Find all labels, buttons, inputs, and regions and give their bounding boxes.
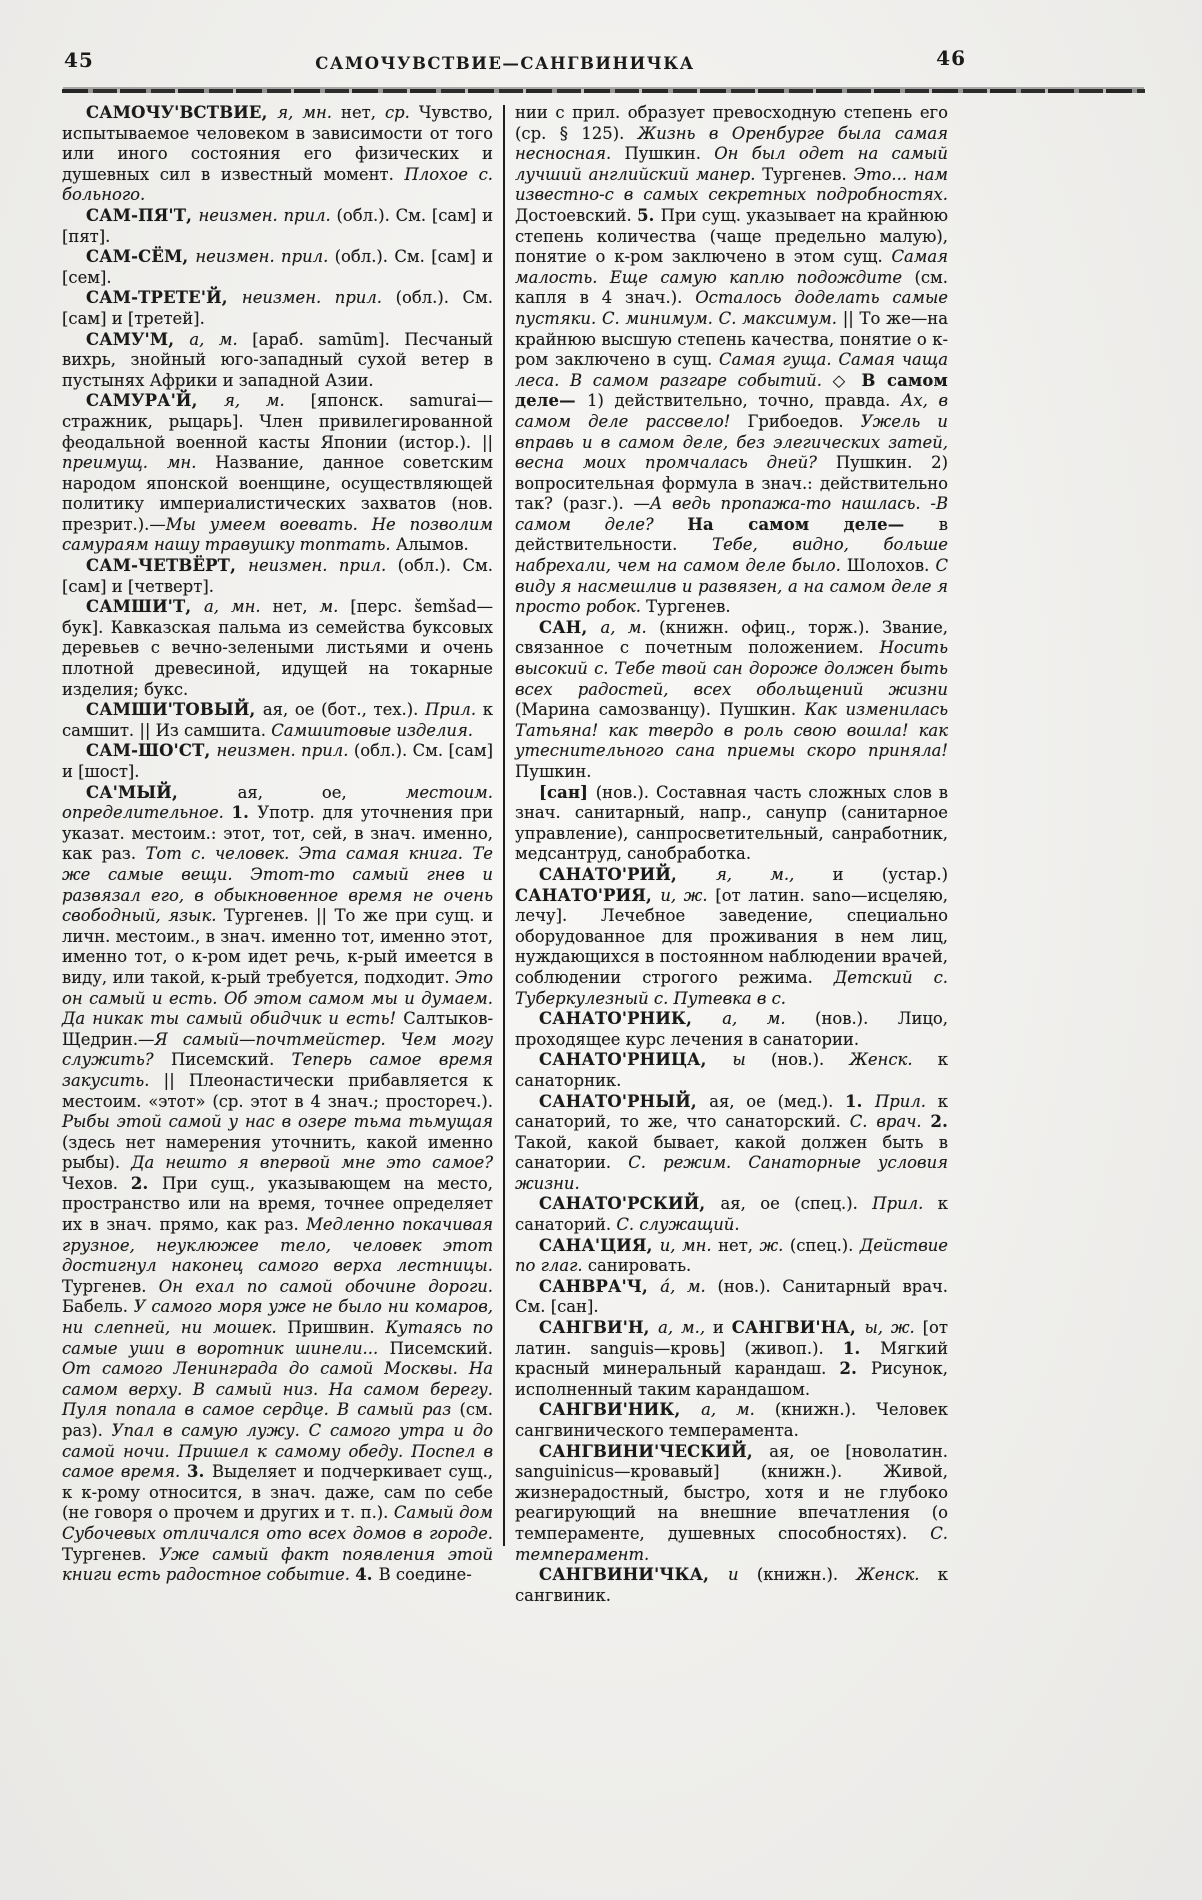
headword: САМ-ШО'СТ,: [86, 741, 217, 761]
italic-text: Прил.: [875, 1091, 938, 1111]
headword: 2.: [130, 1173, 162, 1193]
dictionary-entry: [515, 1050, 948, 1091]
dictionary-entry: [515, 783, 948, 865]
body-text: Пушкин. 2) вопросительная формула в знач.: действительно так? (разг.).: [515, 453, 948, 514]
body-text: Мягкий красный минеральный карандаш.: [515, 1338, 949, 1379]
headword: 3.: [187, 1462, 213, 1482]
dictionary-entry: [62, 783, 493, 1586]
body-text: || Плеонастически прибавляется к местоим. «этот» (ср. этот в 4 знач.; простореч.).: [62, 1070, 493, 1111]
dictionary-entry: [515, 618, 948, 783]
italic-text: С. служащий.: [616, 1215, 740, 1235]
body-text: Достоевский.: [515, 205, 638, 225]
italic-text: Носить высокий с. Тебе твой сан дороже должен быть всех радостей, всех обольщений жизни: [515, 638, 948, 699]
headword: САНАТО'РНЫЙ,: [539, 1091, 710, 1111]
italic-text: Прил.: [872, 1194, 938, 1214]
body-text: Выделяет и подчеркивает сущ., к к-рому относится, в знач. даже, сам по себе (не говоря о прочем и других и т. п.).: [62, 1462, 493, 1523]
body-text: к санаторий.: [515, 1194, 948, 1235]
italic-text: Это он самый и есть. Об этом самом мы и думаем. Да никак ты самый обидчик и есть!: [62, 967, 493, 1029]
headword: САМОЧУ'ВСТВИЕ,: [86, 103, 278, 122]
headword: САНА'ЦИЯ,: [539, 1235, 660, 1255]
italic-text: Теперь самое время закусить.: [62, 1050, 494, 1090]
headword: 1.: [842, 1338, 881, 1358]
headword: САНАТО'РИЯ,: [515, 885, 661, 905]
dictionary-entry: [515, 1236, 948, 1277]
body-text: ◇: [832, 370, 862, 390]
italic-text: Женск.: [849, 1050, 938, 1070]
body-text: [араб. samūm]. Песчаный вихрь, знойный юго-западный сухой ветер в пустынях Африки и западной Азии.: [62, 329, 494, 390]
italic-text: я, м.,: [715, 864, 833, 884]
body-text: ая, ое [новолатин. sanguinicus—кровавый] (книжн.). Живой, жизнерадостный, быстро, хотя и не глубоко реагирующий на внешние впечатления (о темпераменте, душевных способностях).: [515, 1441, 948, 1543]
body-text: (книжн.).: [756, 1565, 857, 1585]
body-text: Пушкин.: [624, 144, 715, 164]
headword: САНГВИ'НИК,: [539, 1400, 702, 1420]
body-text: Писемский.: [389, 1338, 493, 1358]
italic-text: С. режим. Санаторные условия жизни.: [515, 1153, 948, 1193]
italic-text: Самая гуща. Самая чаща леса. В самом разгаре событий.: [515, 350, 948, 390]
italic-text: Мы умеем воевать. Не позволим самураям нашу травушку топтать.: [62, 514, 493, 555]
body-text: к сангвиник.: [515, 1565, 948, 1605]
italic-text: Тот с. человек. Эта самая книга. Те же самые вещи. Этот-то самый гнев и развязал его, в обыкновенное время не очень свободный, язык.: [62, 844, 493, 926]
body-text: (здесь нет намерения уточнить, какой именно рыбы).: [62, 1132, 493, 1173]
italic-text: Ах, в самом деле рассвело!: [515, 391, 948, 431]
body-text: Тургенев.: [646, 597, 731, 617]
body-text: Рисунок, исполненный таким карандашом.: [515, 1359, 948, 1399]
body-text: При сущ., указывающем на место, пространство или на время, точнее определяет их в знач. прямо, как раз.: [62, 1173, 493, 1235]
italic-text: Как изменилась Татьяна! как твердо в роль свою вошла! как утеснительного сана приемы скоро приняла!: [515, 700, 948, 761]
body-text: (нов.). Составная часть сложных слов в знач. санитарный, напр., санупр (санитарное управление), санпросветительный, санработник, медсантруд, санобработка.: [515, 782, 949, 864]
italic-text: Осталось доделать самые пустяки. С. минимум. С. максимум.: [515, 288, 948, 328]
italic-text: Самшитовые изделия.: [271, 720, 474, 740]
body-text: Пушкин.: [515, 762, 592, 781]
body-text: (обл.). См. [сам] и [пят].: [62, 205, 493, 246]
text-columns: [62, 103, 948, 1606]
body-text: Тургенев.: [62, 1276, 159, 1296]
body-text: ая, ое (мед.).: [709, 1091, 846, 1111]
body-text: (книжн. офиц., торж.). Звание, связанное с почетным положением.: [515, 617, 949, 658]
headword: В самом деле—: [515, 370, 948, 411]
italic-text: и, ж.: [660, 885, 716, 905]
headword: САМУ'М,: [86, 329, 190, 349]
italic-text: Я самый—почтмейстер. Чем могу служить?: [62, 1029, 493, 1070]
body-text: Такой, какой бывает, какой должен быть в санатории.: [515, 1132, 948, 1173]
headword: САНАТО'РНИК,: [539, 1009, 723, 1029]
italic-text: ж.: [759, 1235, 790, 1255]
italic-text: Детский с. Туберкулезный с. Путевка в с.: [515, 967, 948, 1008]
headword: САНГВИНИ'ЧКА,: [539, 1565, 729, 1585]
italic-text: Тебе, видно, больше набрехали, чем на самом деле было.: [515, 535, 948, 576]
body-text: (нов.). Лицо, проходящее курс лечения в санатории.: [515, 1009, 948, 1049]
body-text: (нов.). Санитарный врач. См. [сан].: [515, 1276, 949, 1317]
dictionary-entry: [62, 206, 493, 247]
dictionary-entry: [515, 1400, 948, 1441]
italic-text: м.: [319, 597, 351, 617]
body-text: в действительности.: [515, 514, 948, 555]
dictionary-entry: [515, 1318, 948, 1400]
italic-text: а, м.: [600, 617, 660, 637]
body-text: ая, ое (бот., тех.).: [262, 700, 426, 720]
italic-text: Рыбы этой самой у нас в озере тьма тьмущая: [62, 1112, 493, 1132]
headword: 1.: [845, 1091, 876, 1111]
headword: СА'МЫЙ,: [86, 782, 238, 802]
body-text: нии с прил. образует превосходную степень его (ср. § 125).: [515, 103, 948, 143]
italic-text: а, м.: [189, 329, 253, 349]
body-text: (см. капля в 4 знач.).: [515, 267, 948, 308]
italic-text: —А ведь пропажа-то нашлась. -В самом деле?: [515, 494, 948, 534]
dictionary-entry: [62, 556, 493, 597]
body-text: (нов.).: [770, 1050, 850, 1070]
italic-text: Самая малость. Еще самую каплю подождите: [515, 247, 948, 287]
headword: САМ-ЧЕТВЁРТ,: [86, 556, 249, 576]
header-rule: [62, 89, 1145, 93]
headword: 2.: [839, 1359, 871, 1379]
body-text: нет,: [272, 597, 320, 617]
italic-text: ы: [732, 1050, 771, 1070]
body-text: (Марина самозванцу). Пушкин.: [515, 700, 805, 720]
headword: САН,: [539, 617, 601, 637]
body-text: Тургенев.: [62, 1544, 160, 1564]
italic-text: я, м.: [224, 391, 311, 411]
italic-text: Упал в самую лужу. С самого утра и до самой ночи. Пришел к самому обеду. Поспел в самое время.: [62, 1421, 493, 1482]
dictionary-entry: [515, 1565, 948, 1606]
italic-text: С виду я насмешлив и развязен, а на самом деле я просто робок.: [515, 556, 948, 617]
left-column: [62, 103, 493, 1606]
italic-text: Он был одет на самый лучший английский манер.: [515, 144, 948, 184]
italic-text: неизмен. прил.: [216, 741, 354, 761]
italic-text: неизмен. прил.: [248, 556, 398, 576]
body-text: и: [712, 1318, 732, 1338]
italic-text: Да нешто я впервой мне это самое?: [131, 1153, 494, 1173]
body-text: Название, данное советским народом японской военщине, осуществляющей политику империалистических захватов (нов. презрит.).—: [62, 453, 493, 534]
headword: САМШИ'ТОВЫЙ,: [86, 700, 263, 720]
body-text: Чувство, испытываемое человеком в зависимости от того или иного состояния его физических и душевных сил в известный момент.: [62, 103, 493, 184]
body-text: || То же—на крайнюю высшую степень качества, понятие о к-ром заключено в сущ.: [515, 308, 948, 370]
dictionary-entry: [62, 330, 493, 392]
dictionary-entry: [62, 741, 493, 782]
italic-text: местоим. определительное.: [62, 782, 493, 823]
headword: САМ-СЁМ,: [86, 247, 196, 267]
body-text: ая, ое (спец.).: [720, 1194, 873, 1214]
body-text: (обл.). См. [сам] и [шост].: [62, 741, 493, 781]
italic-text: Медленно покачивая грузное, неуклюжее тело, человек этот достигнул наконец самого верха лестницы.: [62, 1215, 493, 1276]
headword: САНАТО'РИЙ,: [539, 864, 716, 884]
headword: 5.: [637, 205, 661, 225]
body-text: Алымов.: [395, 535, 469, 555]
italic-text: Это... нам известно-с в самых секретных подробностях.: [515, 164, 949, 205]
italic-text: У самого моря уже не было ни комаров, ни слепней, ни мошек.: [62, 1297, 493, 1338]
body-text: (обл.). См. [сам] и [четверт].: [62, 556, 493, 596]
headword: САНВРА'Ч,: [539, 1276, 661, 1296]
body-text: (книжн.). Человек сангвинического темперамента.: [515, 1400, 948, 1440]
body-text: (см. раз).: [62, 1400, 493, 1440]
headword: САМ-ПЯ'Т,: [86, 205, 199, 225]
body-text: Употр. для уточнения при указат. местоим.: этот, тот, сей, в знач. именно, как раз.: [62, 803, 493, 864]
body-text: нет,: [341, 103, 385, 122]
italic-text: Уже самый факт появления этой книги есть радостное событие.: [62, 1544, 493, 1585]
dictionary-entry: [62, 700, 493, 741]
body-text: Тургенев.: [762, 164, 854, 184]
italic-text: и, мн.: [659, 1235, 719, 1255]
dictionary-entry: [515, 103, 948, 618]
italic-text: я, мн.: [277, 103, 342, 122]
headword: САНГВИНИ'ЧЕСКИЙ,: [539, 1441, 770, 1461]
headword: САНГВИ'НА,: [731, 1318, 865, 1338]
body-text: и (устар.): [832, 864, 949, 884]
headword: САМ-ТРЕТЕ'Й,: [86, 288, 242, 308]
italic-text: Кутаясь по самые уши в воротник шинели...: [62, 1318, 493, 1358]
body-text: (обл.). См. [сам] и [сем].: [62, 247, 493, 287]
body-text: ая, ое,: [237, 782, 406, 802]
body-text: [японск. samurai—стражник, рыцарь]. Член привилегированной феодальной военной касты Японии (истор.). ||: [62, 391, 493, 452]
italic-text: Ужель и вправь и в самом деле, без элегических затей, весна моих промчалась дней?: [515, 411, 948, 473]
body-text: В соедине-: [378, 1565, 472, 1585]
italic-text: Женск.: [856, 1565, 938, 1585]
italic-text: а, мн.: [204, 597, 273, 617]
body-text: Чехов.: [62, 1173, 131, 1193]
headword: САНГВИ'Н,: [539, 1318, 659, 1338]
italic-text: С. темперамент.: [515, 1523, 948, 1564]
italic-text: Жизнь в Оренбурге была самая несносная.: [515, 123, 949, 164]
body-text: Бабель.: [62, 1297, 134, 1317]
body-text: Пришвин.: [287, 1318, 386, 1338]
italic-text: а́, м.: [660, 1276, 718, 1296]
body-text: [от латин. sano—исцеляю, лечу]. Лечебное заведение, специально оборудованное для проживания в нем лиц, нуждающихся в постоянном наблюдении врачей, соблюдении строгого режима.: [515, 885, 949, 987]
body-text: Грибоедов.: [747, 411, 861, 431]
italic-text: Прил.: [425, 700, 483, 720]
italic-text: От самого Ленинграда до самой Москвы. На самом верху. В самый низ. На самом берегу. Пуля попала в самое сердце. В самый раз: [62, 1359, 493, 1420]
italic-text: неизмен. прил.: [241, 288, 396, 308]
headword: 2.: [930, 1112, 948, 1132]
dictionary-entry: [62, 103, 493, 206]
dictionary-entry: [515, 1092, 948, 1195]
body-text: к самшит. || Из самшита.: [62, 700, 493, 740]
body-text: Салтыков-Щедрин.—: [62, 1009, 493, 1049]
headword: На самом деле—: [687, 514, 939, 534]
headword: САМШИ'Т,: [86, 597, 205, 617]
body-text: (обл.). См. [сам] и [третей].: [62, 288, 493, 328]
italic-text: Самый дом Субочевых отличался ото всех домов в городе.: [62, 1503, 493, 1543]
italic-text: а, м.,: [658, 1318, 713, 1338]
italic-text: а, м.: [701, 1400, 775, 1420]
body-text: 1) действительно, точно, правда.: [587, 391, 901, 411]
headword: САНАТО'РСКИЙ,: [539, 1194, 721, 1214]
page-header: [62, 0, 966, 80]
dictionary-entry: [62, 597, 493, 700]
italic-text: ы, ж.: [864, 1318, 923, 1338]
dictionary-entry: [515, 1442, 948, 1566]
body-text: При сущ. указывает на крайнюю степень количества (чаще предельно малую), понятие о к-ром заключено в этом сущ.: [515, 205, 949, 267]
running-title: САМОЧУВСТВИЕ—САНГВИНИЧКА: [315, 54, 695, 73]
italic-text: преимущ. мн.: [62, 453, 216, 473]
page-number-left: 45: [64, 48, 94, 72]
italic-text: Плохое с. больного.: [62, 164, 493, 205]
body-text: к санаторник.: [515, 1050, 948, 1090]
italic-text: ср.: [384, 103, 419, 122]
body-text: к санаторий, то же, что санаторский.: [515, 1091, 948, 1132]
dictionary-entry: [62, 391, 493, 556]
italic-text: неизмен. прил.: [198, 205, 337, 225]
headword: САНАТО'РНИЦА,: [539, 1050, 733, 1070]
headword: [сан]: [539, 782, 596, 802]
dictionary-entry: [515, 865, 948, 1009]
body-text: санировать.: [587, 1256, 692, 1276]
italic-text: а, м.: [722, 1009, 816, 1029]
italic-text: неизмен. прил.: [195, 247, 335, 267]
body-text: Писемский.: [170, 1050, 292, 1070]
body-text: (спец.).: [789, 1235, 860, 1255]
dictionary-entry: [515, 1277, 948, 1318]
headword: 4.: [355, 1565, 379, 1585]
column-divider: [503, 105, 505, 1546]
body-text: Шолохов.: [846, 556, 936, 576]
italic-text: и: [728, 1565, 757, 1585]
dictionary-entry: [62, 247, 493, 288]
italic-text: Действие по глаг.: [515, 1235, 948, 1276]
dictionary-entry: [515, 1194, 948, 1235]
headword: САМУРА'Й,: [86, 391, 225, 411]
italic-text: Он ехал по самой обочине дороги.: [158, 1276, 493, 1296]
body-text: [от латин. sanguis—кровь] (живоп.).: [515, 1318, 948, 1358]
dictionary-entry: [515, 1009, 948, 1050]
headword: 1.: [231, 803, 258, 823]
italic-text: С. врач.: [849, 1112, 931, 1132]
right-column: [515, 103, 948, 1606]
body-text: Тургенев. || То же при сущ. и личн. местоим., в знач. именно тот, именно этот, именно тот, о к-ром идет речь, к-рый имеется в виду, или такой, к-рый требуется, подходит.: [62, 906, 493, 987]
body-text: [перс. šemšad—бук]. Кавказская пальма из семейства буксовых деревьев с вечно-зелеными листьями и очень плотной древесиной, идущей на токарные изделия; букс.: [62, 597, 493, 699]
dictionary-entry: [62, 288, 493, 329]
page-number-right: 46: [936, 46, 966, 70]
body-text: нет,: [718, 1235, 760, 1255]
